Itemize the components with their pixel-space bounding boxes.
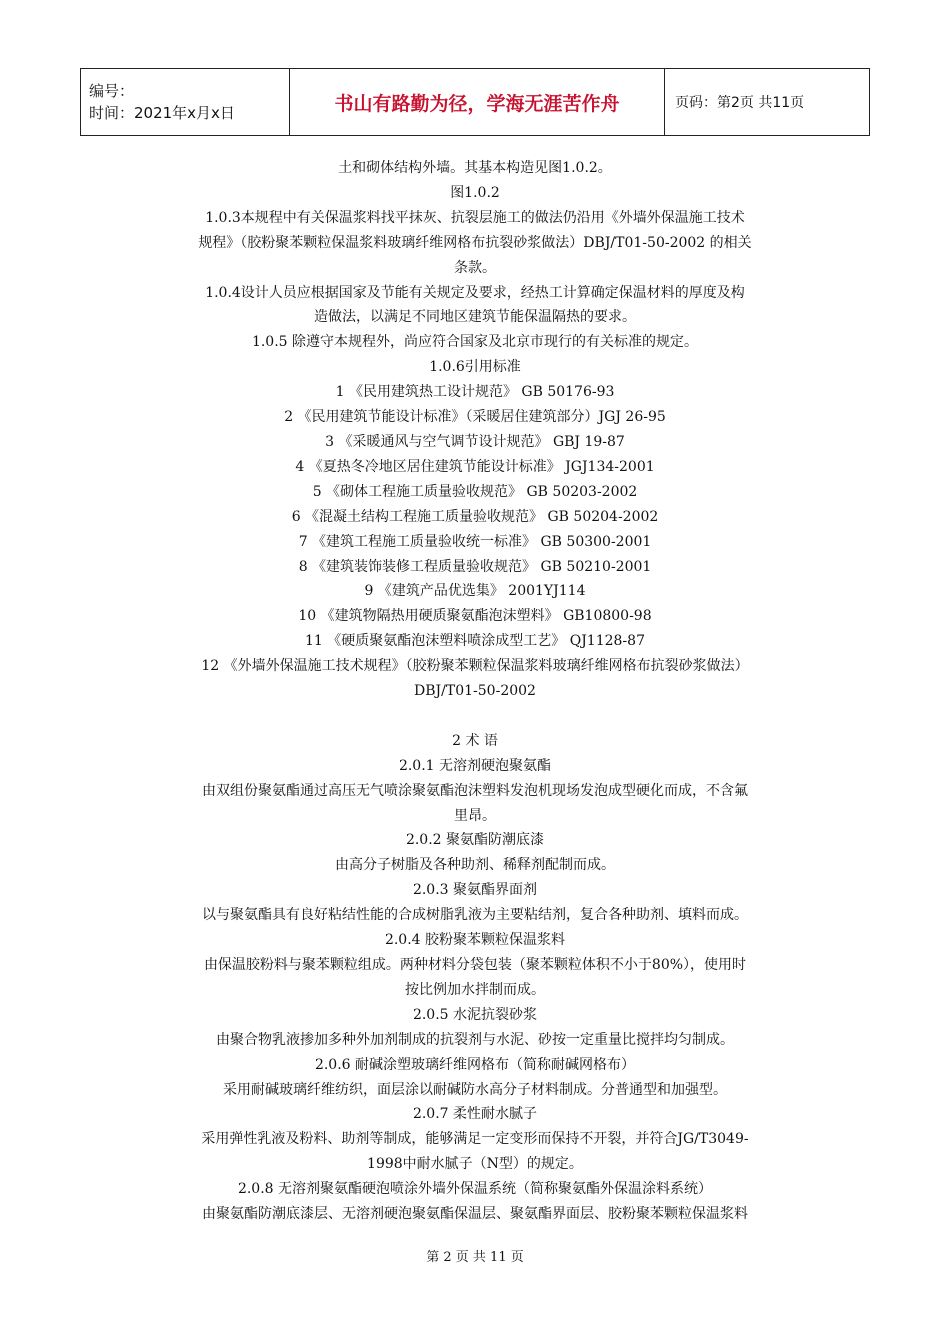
text-line: 采用耐碱玻璃纤维纺织，面层涂以耐碱防水高分子材料制成。分普通型和加强型。 <box>223 1081 727 1098</box>
text-line: 6 《混凝土结构工程施工质量验收规范》 GB 50204-2002 <box>291 508 659 525</box>
text-line: 11 《硬质聚氨酯泡沫塑料喷涂成型工艺》 QJ1128-87 <box>305 633 645 650</box>
text-line: 2.0.3 聚氨酯界面剂 <box>412 882 538 899</box>
text-line: 2 术 语 <box>452 732 498 749</box>
text-line: 由聚氨酯防潮底漆层、无溶剂硬泡聚氨酯保温层、聚氨酯界面层、胶粉聚苯颗粒保温浆料 <box>202 1206 748 1223</box>
text-line: 里昂。 <box>454 807 496 824</box>
text-line: 1.0.5 除遵守本规程外，尚应符合国家及北京市现行的有关标准的规定。 <box>251 334 699 351</box>
text-line: 1.0.4设计人员应根据国家及节能有关规定及要求，经热工计算确定保温材料的厚度及构 <box>205 284 745 301</box>
text-line: 2 《民用建筑节能设计标准》（采暖居住建筑部分）JGJ 26-95 <box>284 409 666 426</box>
text-line: 由高分子树脂及各种助剂、稀释剂配制而成。 <box>335 857 615 874</box>
text-line: 由保温胶粉料与聚苯颗粒组成。两种材料分袋包装（聚苯颗粒体积不小于80%），使用时 <box>203 956 747 973</box>
text-line: 1.0.3本规程中有关保温浆料找平抹灰、抗裂层施工的做法仍沿用《外墙外保温施工技术 <box>205 209 745 226</box>
blank-line <box>120 704 830 729</box>
text-line: 10 《建筑物隔热用硬质聚氨酯泡沫塑料》 GB10800-98 <box>298 608 652 625</box>
text-line: 按比例加水拌制而成。 <box>405 981 545 998</box>
page-info: 页码：第2页 共11页 <box>665 69 870 136</box>
number-label: 编号： <box>89 82 135 100</box>
text-line: 造做法，以满足不同地区建筑节能保温隔热的要求。 <box>314 309 636 326</box>
text-line: 9 《建筑产品优选集》 2001YJ114 <box>364 583 586 600</box>
text-line: 规程》（胶粉聚苯颗粒保温浆料玻璃纤维网格布抗裂砂浆做法）DBJ/T01-50-2002 的相关 <box>198 234 752 251</box>
text-line: 2.0.2 聚氨酯防潮底漆 <box>405 832 545 849</box>
text-line: 1.0.6引用标准 <box>429 359 521 376</box>
text-line: 4 《夏热冬冷地区居住建筑节能设计标准》 JGJ134-2001 <box>295 458 655 475</box>
text-line: 1998中耐水腻子（N型）的规定。 <box>367 1156 583 1173</box>
text-line: 2.0.8 无溶剂聚氨酯硬泡喷涂外墙外保温系统（简称聚氨酯外保温涂料系统） <box>237 1181 713 1198</box>
document-body <box>120 156 830 1227</box>
text-line: DBJ/T01-50-2002 <box>414 683 536 700</box>
text-line: 8 《建筑装饰装修工程质量验收规范》 GB 50210-2001 <box>298 558 652 575</box>
text-line: 7 《建筑工程施工质量验收统一标准》 GB 50300-2001 <box>298 533 652 550</box>
text-line: 以与聚氨酯具有良好粘结性能的合成树脂乳液为主要粘结剂，复合各种助剂、填料而成。 <box>202 907 748 924</box>
text-line: 3 《采暖通风与空气调节设计规范》 GBJ 19-87 <box>325 433 625 450</box>
text-line: 2.0.5 水泥抗裂砂浆 <box>412 1006 538 1023</box>
text-line: 土和砌体结构外墙。其基本构造见图1.0.2。 <box>338 160 612 176</box>
text-line: 由双组份聚氨酯通过高压无气喷涂聚氨酯泡沫塑料发泡机现场发泡成型硬化而成，不含氟 <box>202 782 748 799</box>
text-line: 条款。 <box>454 259 496 276</box>
text-line: 2.0.7 柔性耐水腻子 <box>412 1106 538 1123</box>
text-line: 1 《民用建筑热工设计规范》 GB 50176-93 <box>335 384 615 401</box>
header-table <box>80 68 870 136</box>
time-label: 时间：2021年x月x日 <box>89 104 235 122</box>
text-line: 2.0.4 胶粉聚苯颗粒保温浆料 <box>384 932 566 949</box>
text-line: 由聚合物乳液掺加多种外加剂制成的抗裂剂与水泥、砂按一定重量比搅拌均匀制成。 <box>216 1031 734 1048</box>
header-meta-cell <box>81 69 290 136</box>
text-line: 采用弹性乳液及粉料、助剂等制成，能够满足一定变形而保持不开裂，并符合JG/T3049- <box>201 1131 749 1148</box>
text-line: 2.0.1 无溶剂硬泡聚氨酯 <box>398 757 552 774</box>
motto: 书山有路勤为径，学海无涯苦作舟 <box>290 69 665 136</box>
text-line: 5 《砌体工程施工质量验收规范》 GB 50203-2002 <box>312 483 638 500</box>
page-footer: 第 2 页 共 11 页 <box>426 1250 524 1265</box>
text-line: 2.0.6 耐碱涂塑玻璃纤维网格布（简称耐碱网格布） <box>314 1056 636 1073</box>
text-line: 图1.0.2 <box>450 184 500 201</box>
text-line: 12 《外墙外保温施工技术规程》（胶粉聚苯颗粒保温浆料玻璃纤维网格布抗裂砂浆做法） <box>201 658 749 675</box>
